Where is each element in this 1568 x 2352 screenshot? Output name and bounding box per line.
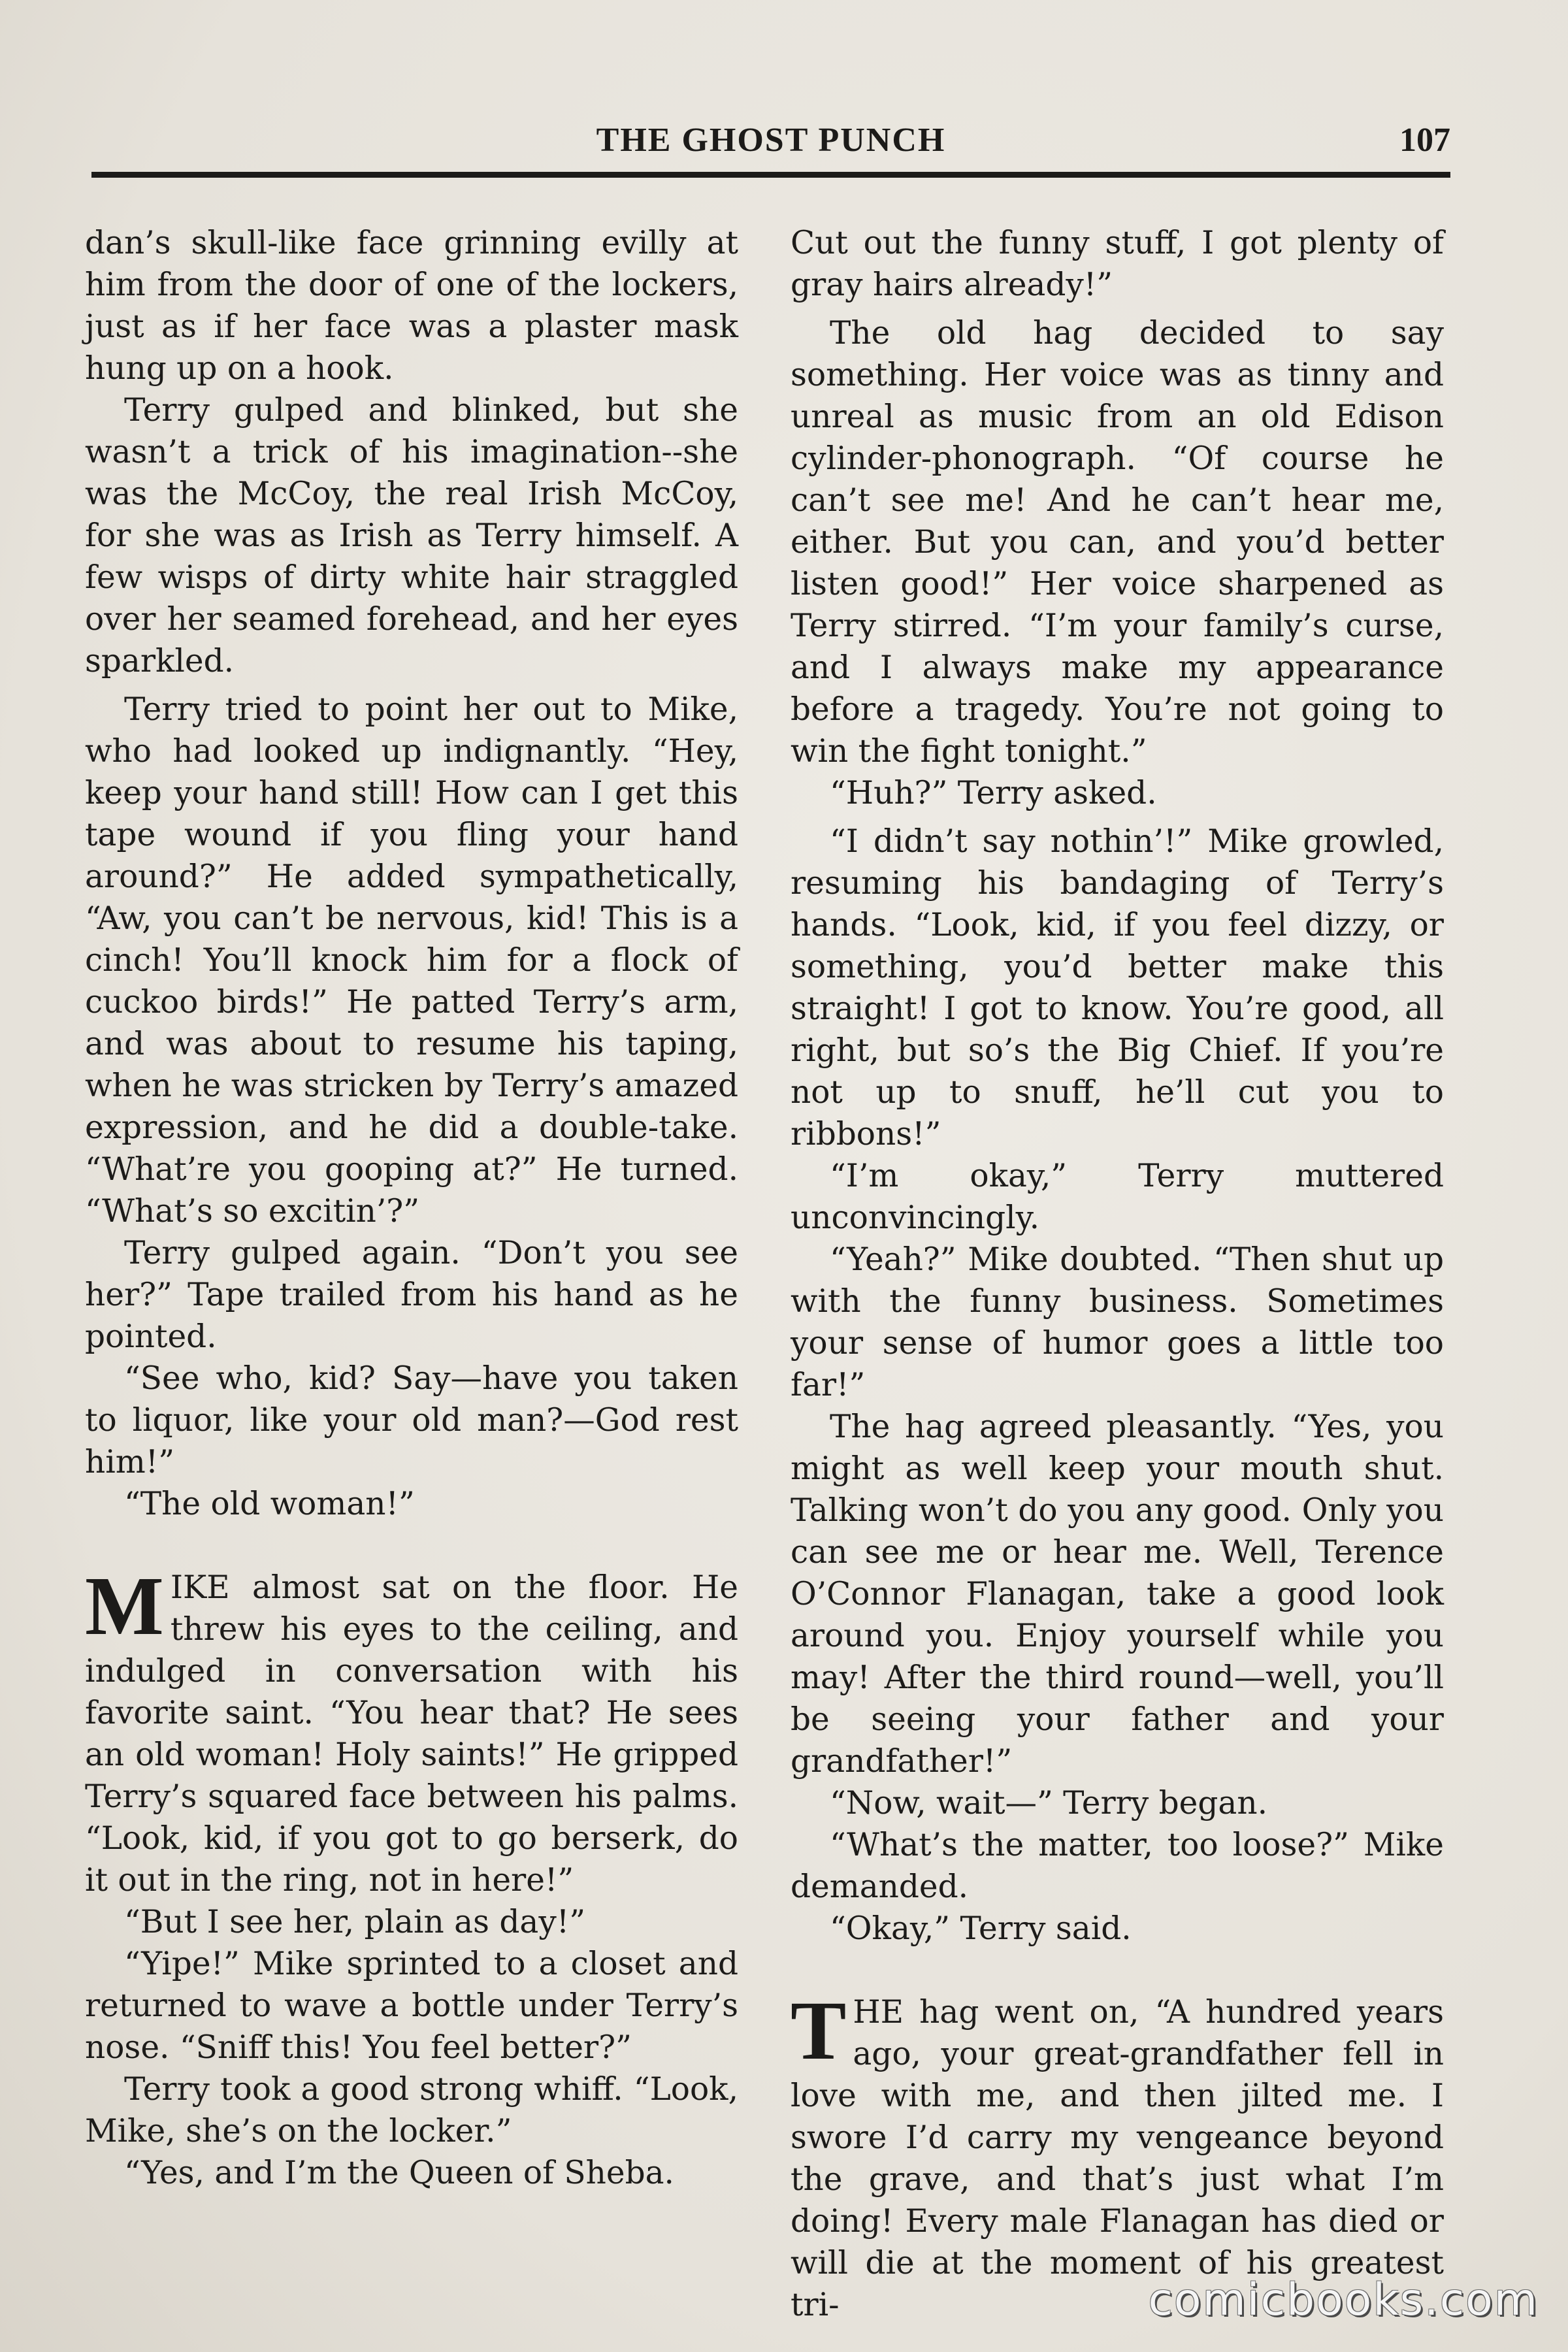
- paragraph: Terry tried to point her out to Mike, who had looked up indignantly. “Hey, keep your hand still! How can I get this tape wound if you fling your hand around?” He added sympathetically, “Aw, you can’t be nervous, kid! This is a cinch! You’ll knock him for a flock of cuckoo birds!” He patted Terry’s arm, and was about to resume his taping, when he was stricken by Terry’s amazed expression, and he did a double-take. “What’re you gooping at?” He turned. “What’s so excitin’?”: [85, 691, 738, 1230]
- running-title: THE GHOST PUNCH: [596, 122, 946, 159]
- paragraph: “See who, kid? Say—have you taken to liquor, like your old man?—God rest him!”: [85, 1360, 738, 1480]
- right-column: [791, 222, 1444, 2326]
- paragraph: “Yes, and I’m the Queen of Sheba.: [124, 2155, 674, 2191]
- paragraph: Terry took a good strong whiff. “Look, Mike, she’s on the locker.”: [85, 2071, 738, 2149]
- paragraph-text: HE hag went on, “A hundred years ago, your great-grandfather fell in love with me, and then jilted me. I swore I’d carry my vengeance beyond the grave, and that’s just what I’m doing! Every male Flanagan has died or will die at the moment of his greatest tri-: [791, 1994, 1444, 2323]
- page-number: 107: [1399, 122, 1450, 159]
- paragraph-text: IKE almost sat on the floor. He threw his eyes to the ceiling, and indulged in conversation with his favorite saint. “You hear that? He sees an old woman! Holy saints!” He gripped Terry’s squared face between his palms. “Look, kid, if you got to go berserk, do it out in the ring, not in here!”: [85, 1569, 738, 1899]
- drop-cap: T: [791, 1984, 847, 2077]
- paragraph: “The old woman!”: [124, 1486, 415, 1522]
- paragraph: The hag agreed pleasantly. “Yes, you might as well keep your mouth shut. Talking won’t do you any good. Only you can see me or hear me. Well, Terence O’Connor Flanagan, take a good look around you. Enjoy yourself while you may! After the third round—well, you’ll be seeing your father and your grandfather!”: [791, 1409, 1444, 1780]
- drop-cap: M: [85, 1560, 164, 1652]
- paragraph: “Yipe!” Mike sprinted to a closet and returned to wave a bottle under Terry’s nose. “Sniff this! You feel better?”: [85, 1946, 738, 2066]
- paragraph: “What’s the matter, too loose?” Mike demanded.: [791, 1827, 1444, 1905]
- paragraph: dan’s skull-like face grinning evilly at him from the door of one of the lockers, just as if her face was a plaster mask hung up on a hook.: [85, 225, 738, 387]
- paragraph: “I didn’t say nothin’!” Mike growled, resuming his bandaging of Terry’s hands. “Look, kid, if you feel dizzy, or something, you’d better make this straight! I got to know. You’re good, all right, but so’s the Big Chief. If you’re not up to snuff, he’ll cut you to ribbons!”: [791, 823, 1444, 1152]
- watermark: comicbooks.com: [1148, 2274, 1539, 2326]
- running-header: [91, 114, 1450, 173]
- paragraph: The old hag decided to say something. Her voice was as tinny and unreal as music from an old Edison cylinder-phonograph. “Of course he can’t see me! And he can’t hear me, either. But you can, and you’d better listen good!” Her voice sharpened as Terry stirred. “I’m your family’s curse, and I always make my appearance before a tragedy. You’re not going to win the fight tonight.”: [791, 315, 1444, 770]
- paragraph: Cut out the funny stuff, I got plenty of gray hairs already!”: [791, 225, 1444, 303]
- paragraph: “Okay,” Terry said.: [830, 1910, 1132, 1947]
- header-rule: [91, 172, 1450, 178]
- paragraph: “But I see her, plain as day!”: [124, 1904, 585, 1940]
- paragraph: “Yeah?” Mike doubted. “Then shut up with the funny business. Sometimes your sense of humor goes a little too far!”: [791, 1241, 1444, 1403]
- section-paragraph: [85, 1560, 738, 1901]
- paragraph: Terry gulped and blinked, but she wasn’t a trick of his imagination--she was the McCoy, the real Irish McCoy, for she was as Irish as Terry himself. A few wisps of dirty white hair straggled over her seamed forehead, and her eyes sparkled.: [85, 392, 738, 679]
- paragraph: “Now, wait—” Terry began.: [830, 1785, 1268, 1821]
- paragraph: “I’m okay,” Terry muttered unconvincingly.: [791, 1158, 1444, 1236]
- paragraph: Terry gulped again. “Don’t you see her?” Tape trailed from his hand as he pointed.: [85, 1235, 738, 1355]
- paragraph: “Huh?” Terry asked.: [830, 775, 1157, 811]
- left-column: [85, 222, 738, 2194]
